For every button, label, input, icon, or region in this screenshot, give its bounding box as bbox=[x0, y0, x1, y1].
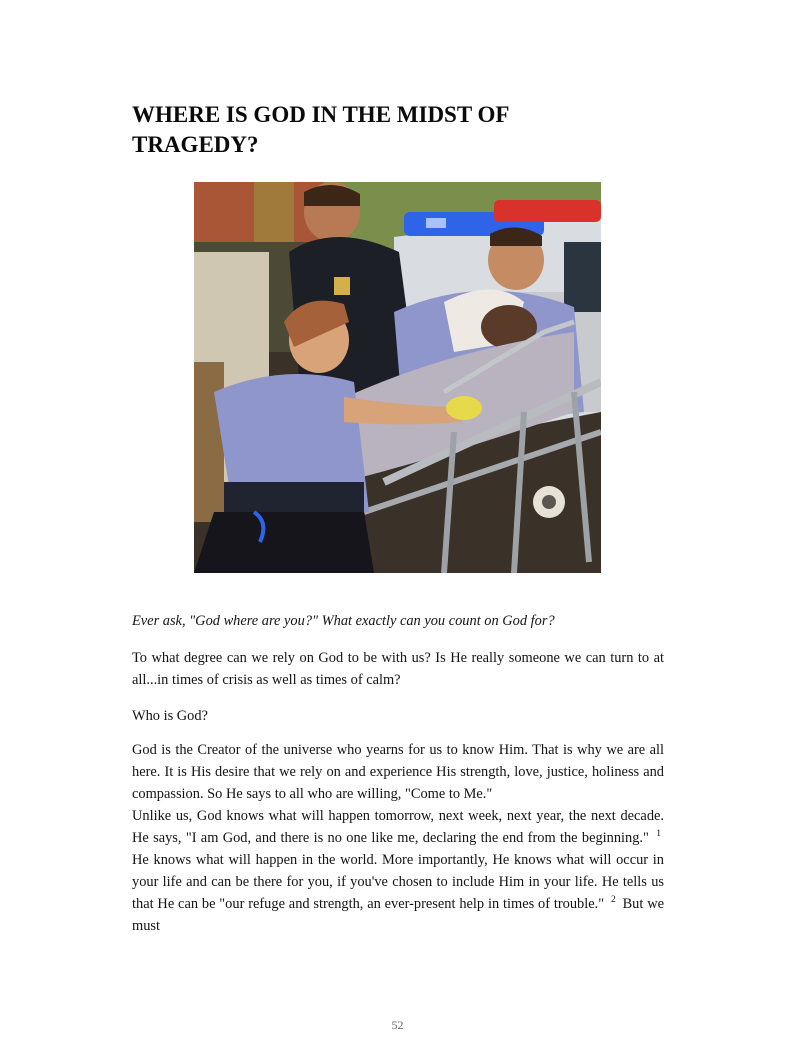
intro-question: Ever ask, "God where are you?" What exactly can you count on God for? bbox=[132, 613, 555, 629]
main-paragraphs bbox=[132, 739, 664, 937]
paragraph-unlike bbox=[132, 805, 664, 937]
page-number: 52 bbox=[391, 1018, 404, 1032]
paragraph-rely: To what degree can we rely on God to be with us? Is He really someone we can turn to at all...in times of crisis as well as times of calm? bbox=[132, 650, 664, 688]
paragraph-unlike-part1: Unlike us, God knows what will happen tomorrow, next week, next year, the next decade. He says, "I am God, and there is no one like me, declaring the end from the beginning." bbox=[132, 808, 664, 846]
emergency-stretcher-photo bbox=[194, 182, 601, 573]
footnote-2: 2 bbox=[610, 895, 616, 905]
footnote-1: 1 bbox=[656, 829, 661, 839]
title-line-2: TRAGEDY? bbox=[132, 132, 259, 157]
paragraph-unlike-part2: He knows what will happen in the world. More importantly, He knows what will occur in your life and can be there for you, if you've chosen to include Him in your life. He tells us that He can be "our refuge and strength, an ever-present help in times of trouble." bbox=[132, 852, 664, 912]
page-title bbox=[132, 100, 632, 160]
paragraph-creator: God is the Creator of the universe who yearns for us to know Him. That is why we are all here. It is His desire that we rely on and experience His strength, love, justice, holiness and compassion. So He says to all who are willing, "Come to Me." bbox=[132, 742, 664, 802]
paragraph-unlike-part3: But we must bbox=[132, 896, 664, 934]
who-is-god-heading: Who is God? bbox=[132, 708, 208, 724]
title-line-1: WHERE IS GOD IN THE MIDST OF bbox=[132, 102, 510, 127]
